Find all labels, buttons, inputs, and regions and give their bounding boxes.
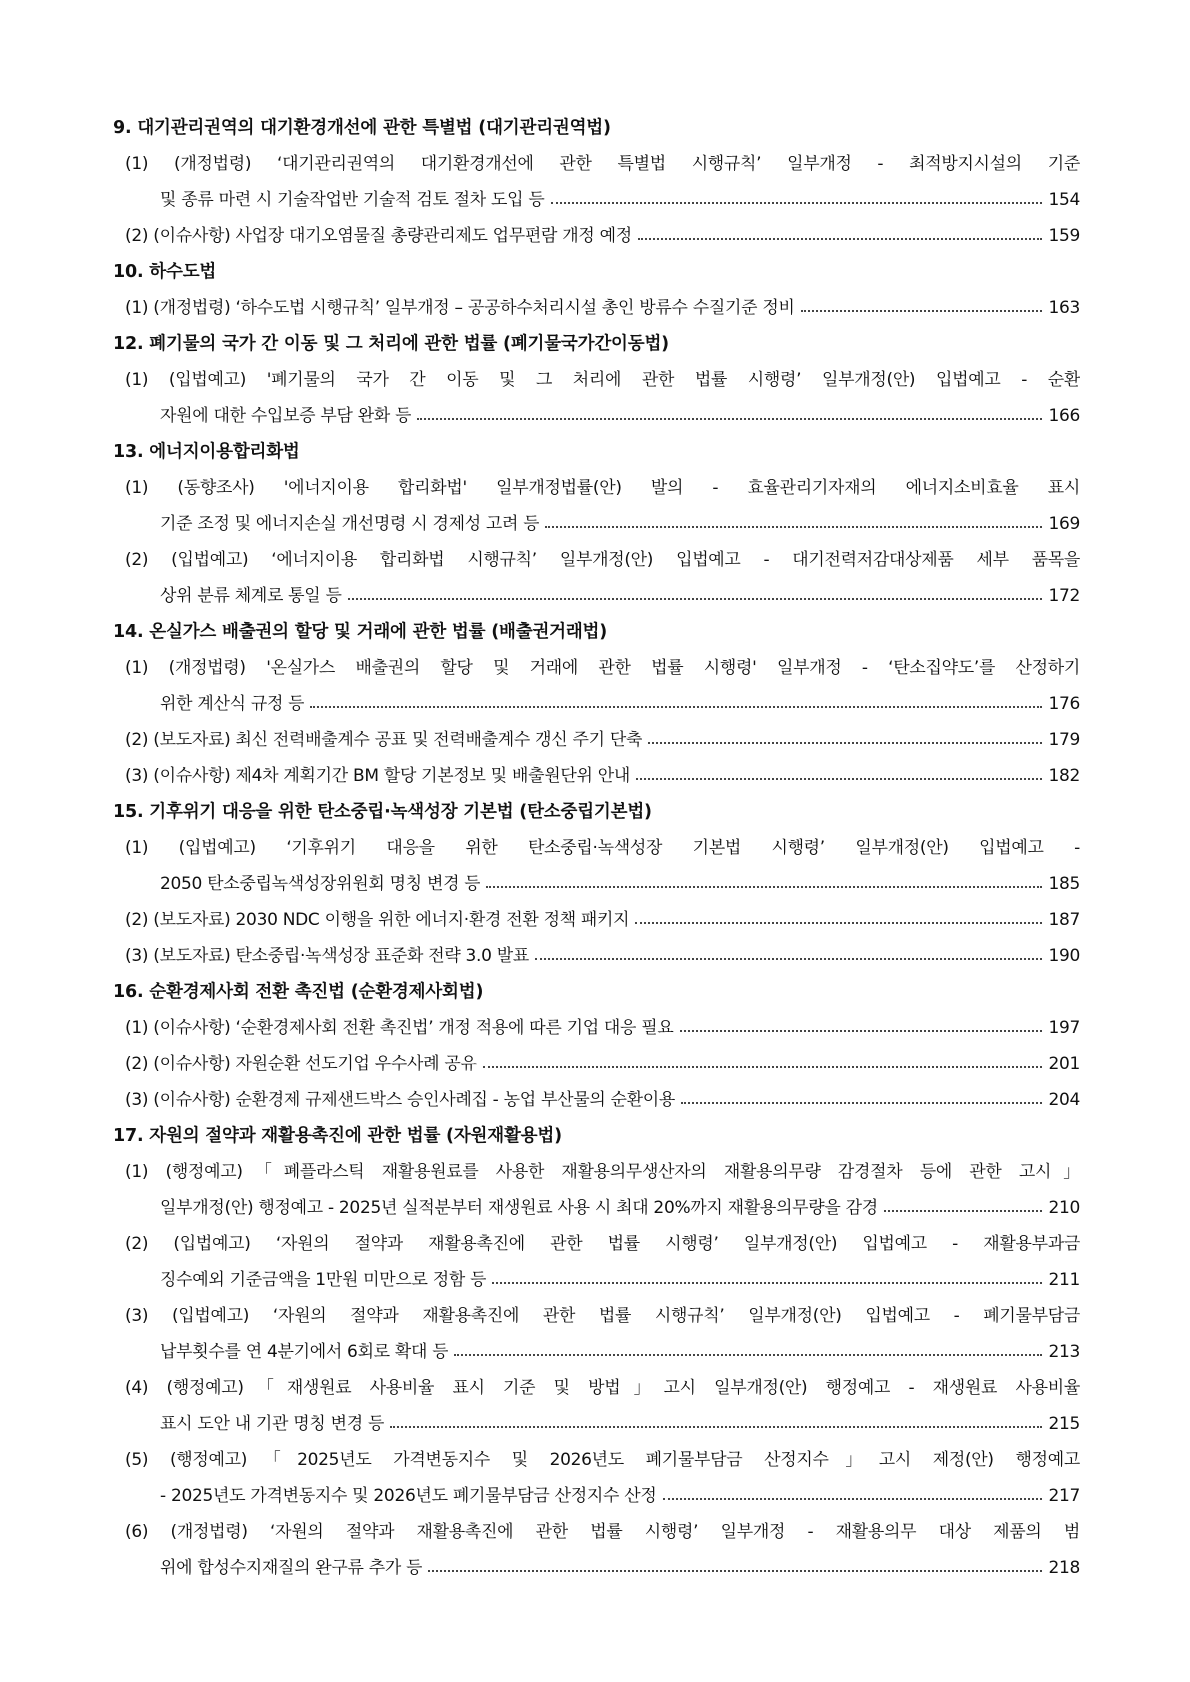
- toc-entry-text: (1) (이슈사항) ‘순환경제사회 전환 촉진법’ 개정 적용에 따른 기업 대응 필요: [125, 1018, 674, 1038]
- dot-leader: [681, 1101, 1042, 1104]
- toc-entry-text: (1) (행정예고)「폐플라스틱 재활용원료를 사용한 재활용의무생산자의 재활용의무량 감경절차 등에 관한 고시」: [125, 1162, 1080, 1182]
- dot-leader: [635, 921, 1042, 924]
- dot-leader: [648, 741, 1042, 744]
- section-heading: 12. 폐기물의 국가 간 이동 및 그 처리에 관한 법률 (폐기물국가간이동법): [113, 334, 669, 354]
- toc-entry-line: [113, 1262, 1080, 1298]
- toc-entry-line: [113, 938, 1080, 974]
- toc-entry[interactable]: [113, 146, 1080, 218]
- toc-entry[interactable]: [113, 362, 1080, 434]
- toc-entry-text: (1) (동향조사) '에너지이용 합리화법' 일부개정법률(안) 발의 - 효율관리기자재의 에너지소비효율 표시: [125, 478, 1080, 498]
- toc-entry-line: [113, 866, 1080, 902]
- page-number[interactable]: 213: [1048, 1342, 1080, 1362]
- toc-entry-text: 및 종류 마련 시 기술작업반 기술적 검토 절차 도입 등: [160, 190, 545, 210]
- page-number[interactable]: 182: [1048, 766, 1080, 786]
- toc-entry[interactable]: [113, 758, 1080, 794]
- toc-entry[interactable]: [113, 830, 1080, 902]
- toc-entry-text: 일부개정(안) 행정예고 - 2025년 실적분부터 재생원료 사용 시 최대 20%까지 재활용의무량을 감경: [160, 1198, 878, 1218]
- toc-entry-line: [113, 902, 1080, 938]
- page-number[interactable]: 210: [1048, 1198, 1080, 1218]
- toc-entry-text: (1) (입법예고) ‘기후위기 대응을 위한 탄소중립·녹색성장 기본법 시행령’ 일부개정(안) 입법예고 -: [125, 838, 1080, 858]
- page-number[interactable]: 217: [1048, 1486, 1080, 1506]
- toc-entry-text: 표시 도안 내 기관 명칭 변경 등: [160, 1414, 385, 1434]
- toc-entry-line: [113, 1010, 1080, 1046]
- section-heading: 9. 대기관리권역의 대기환경개선에 관한 특별법 (대기관리권역법): [113, 118, 611, 138]
- dot-leader: [636, 777, 1042, 780]
- toc-entry-text: (2) (이슈사항) 사업장 대기오염물질 총량관리제도 업무편람 개정 예정: [125, 226, 632, 246]
- toc-entry[interactable]: [113, 1010, 1080, 1046]
- dot-leader: [801, 309, 1043, 312]
- page-number[interactable]: 211: [1048, 1270, 1080, 1290]
- toc-entry-line: [113, 1046, 1080, 1082]
- dot-leader: [535, 957, 1042, 960]
- dot-leader: [884, 1209, 1043, 1212]
- toc-entry-text: - 2025년도 가격변동지수 및 2026년도 폐기물부담금 산정지수 산정: [160, 1486, 657, 1506]
- toc-entry[interactable]: [113, 1082, 1080, 1118]
- toc-entry-line: [113, 1550, 1080, 1586]
- toc-entry-text: 위한 계산식 규정 등: [160, 694, 305, 714]
- toc-entry-line: [113, 1334, 1080, 1370]
- toc-entry-text: (5) (행정예고)「2025년도 가격변동지수 및 2026년도 폐기물부담금 산정지수」고시 제정(안) 행정예고: [125, 1450, 1080, 1470]
- page-number[interactable]: 215: [1048, 1414, 1080, 1434]
- page-number[interactable]: 176: [1048, 694, 1080, 714]
- toc-entry-line: [113, 218, 1080, 254]
- page-number[interactable]: 218: [1048, 1558, 1080, 1578]
- table-of-contents: [113, 110, 1080, 1586]
- page-number[interactable]: 187: [1048, 910, 1080, 930]
- toc-entry-line: [113, 1478, 1080, 1514]
- toc-entry-text: (1) (개정법령) '온실가스 배출권의 할당 및 거래에 관한 법률 시행령' 일부개정 - ‘탄소집약도’를 산정하기: [125, 658, 1080, 678]
- toc-entry-text: (2) (이슈사항) 자원순환 선도기업 우수사례 공유: [125, 1054, 477, 1074]
- page-number[interactable]: 197: [1048, 1018, 1080, 1038]
- dot-leader: [310, 705, 1042, 708]
- toc-entry[interactable]: [113, 1154, 1080, 1226]
- page-number[interactable]: 201: [1048, 1054, 1080, 1074]
- toc-entry[interactable]: [113, 902, 1080, 938]
- toc-entry[interactable]: [113, 650, 1080, 722]
- toc-entry[interactable]: [113, 218, 1080, 254]
- dot-leader: [492, 1281, 1042, 1284]
- toc-entry-line: [113, 1406, 1080, 1442]
- dot-leader: [486, 885, 1042, 888]
- toc-entry-text: 위에 합성수지재질의 완구류 추가 등: [160, 1558, 423, 1578]
- toc-entry-text: (3) (이슈사항) 순환경제 규제샌드박스 승인사례집 - 농업 부산물의 순환이용: [125, 1090, 676, 1110]
- toc-entry[interactable]: [113, 290, 1080, 326]
- dot-leader: [348, 597, 1043, 600]
- toc-entry-text: 자원에 대한 수입보증 부담 완화 등: [160, 406, 412, 426]
- toc-entry-line: [113, 1082, 1080, 1118]
- toc-entry-text: (3) (보도자료) 탄소중립·녹색성장 표준화 전략 3.0 발표: [125, 946, 530, 966]
- toc-entry-text: (6) (개정법령) ‘자원의 절약과 재활용촉진에 관한 법률 시행령’ 일부개정 - 재활용의무 대상 제품의 범: [125, 1522, 1080, 1542]
- dot-leader: [390, 1425, 1042, 1428]
- dot-leader: [417, 417, 1042, 420]
- page-number[interactable]: 185: [1048, 874, 1080, 894]
- dot-leader: [454, 1353, 1042, 1356]
- toc-entry-line: [113, 1190, 1080, 1226]
- toc-entry-line: [113, 686, 1080, 722]
- toc-entry[interactable]: [113, 938, 1080, 974]
- page-number[interactable]: 172: [1048, 586, 1080, 606]
- toc-entry-text: 기준 조정 및 에너지손실 개선명령 시 경제성 고려 등: [160, 514, 540, 534]
- page-number[interactable]: 179: [1048, 730, 1080, 750]
- page-number[interactable]: 154: [1048, 190, 1080, 210]
- toc-entry[interactable]: [113, 1046, 1080, 1082]
- toc-entry-line: [113, 182, 1080, 218]
- toc-entry-line: [113, 722, 1080, 758]
- toc-entry-text: (2) (보도자료) 2030 NDC 이행을 위한 에너지·환경 전환 정책 패키지: [125, 910, 630, 930]
- section-heading: 15. 기후위기 대응을 위한 탄소중립·녹색성장 기본법 (탄소중립기본법): [113, 802, 652, 822]
- toc-entry-text: (1) (개정법령) ‘대기관리권역의 대기환경개선에 관한 특별법 시행규칙’ 일부개정 - 최적방지시설의 기준: [125, 154, 1080, 174]
- dot-leader: [663, 1497, 1043, 1500]
- toc-entry-text: (2) (입법예고) ‘에너지이용 합리화법 시행규칙’ 일부개정(안) 입법예고 - 대기전력저감대상제품 세부 품목을: [125, 550, 1080, 570]
- toc-entry-text: (2) (입법예고) ‘자원의 절약과 재활용촉진에 관한 법률 시행령’ 일부개정(안) 입법예고 - 재활용부과금: [125, 1234, 1080, 1254]
- toc-entry-text: 상위 분류 체계로 통일 등: [160, 586, 342, 606]
- toc-entry[interactable]: [113, 470, 1080, 542]
- toc-entry-line: [113, 290, 1080, 326]
- toc-entry-text: (3) (이슈사항) 제4차 계획기간 BM 할당 기본정보 및 배출원단위 안내: [125, 766, 630, 786]
- dot-leader: [680, 1029, 1043, 1032]
- toc-entry-line: [113, 758, 1080, 794]
- section-heading: 16. 순환경제사회 전환 촉진법 (순환경제사회법): [113, 982, 484, 1002]
- page-number[interactable]: 166: [1048, 406, 1080, 426]
- section-heading: 17. 자원의 절약과 재활용촉진에 관한 법률 (자원재활용법): [113, 1126, 562, 1146]
- page-number[interactable]: 163: [1048, 298, 1080, 318]
- toc-entry-text: (2) (보도자료) 최신 전력배출계수 공표 및 전력배출계수 갱신 주기 단축: [125, 730, 643, 750]
- toc-entry-text: (4) (행정예고)「재생원료 사용비율 표시 기준 및 방법」고시 일부개정(안) 행정예고 - 재생원료 사용비율: [125, 1378, 1080, 1398]
- toc-entry-text: 징수예외 기준금액을 1만원 미만으로 정함 등: [160, 1270, 487, 1290]
- toc-entry[interactable]: [113, 1226, 1080, 1298]
- toc-entry-text: (1) (개정법령) ‘하수도법 시행규칙’ 일부개정 – 공공하수처리시설 총인 방류수 수질기준 정비: [125, 298, 795, 318]
- section-heading: 14. 온실가스 배출권의 할당 및 거래에 관한 법률 (배출권거래법): [113, 622, 608, 642]
- section-heading: 10. 하수도법: [113, 262, 217, 282]
- toc-entry-line: [113, 578, 1080, 614]
- toc-entry[interactable]: [113, 1298, 1080, 1370]
- toc-entry[interactable]: [113, 1370, 1080, 1442]
- dot-leader: [428, 1569, 1042, 1572]
- toc-entry[interactable]: [113, 542, 1080, 614]
- dot-leader: [545, 525, 1042, 528]
- toc-entry-text: 납부횟수를 연 4분기에서 6회로 확대 등: [160, 1342, 449, 1362]
- toc-entry[interactable]: [113, 1442, 1080, 1514]
- page-number[interactable]: 159: [1048, 226, 1080, 246]
- toc-entry[interactable]: [113, 1514, 1080, 1586]
- toc-entry[interactable]: [113, 722, 1080, 758]
- page-number[interactable]: 169: [1048, 514, 1080, 534]
- dot-leader: [483, 1065, 1043, 1068]
- page-number[interactable]: 204: [1048, 1090, 1080, 1110]
- toc-entry-line: [113, 506, 1080, 542]
- dot-leader: [638, 237, 1043, 240]
- section-heading: 13. 에너지이용합리화법: [113, 442, 300, 462]
- toc-entry-text: (3) (입법예고) ‘자원의 절약과 재활용촉진에 관한 법률 시행규칙’ 일부개정(안) 입법예고 - 폐기물부담금: [125, 1306, 1080, 1326]
- page-number[interactable]: 190: [1048, 946, 1080, 966]
- toc-entry-line: [113, 398, 1080, 434]
- dot-leader: [551, 201, 1043, 204]
- toc-entry-text: 2050 탄소중립녹색성장위원회 명칭 변경 등: [160, 874, 481, 894]
- toc-entry-text: (1) (입법예고) '폐기물의 국가 간 이동 및 그 처리에 관한 법률 시행령’ 일부개정(안) 입법예고 - 순환: [125, 370, 1080, 390]
